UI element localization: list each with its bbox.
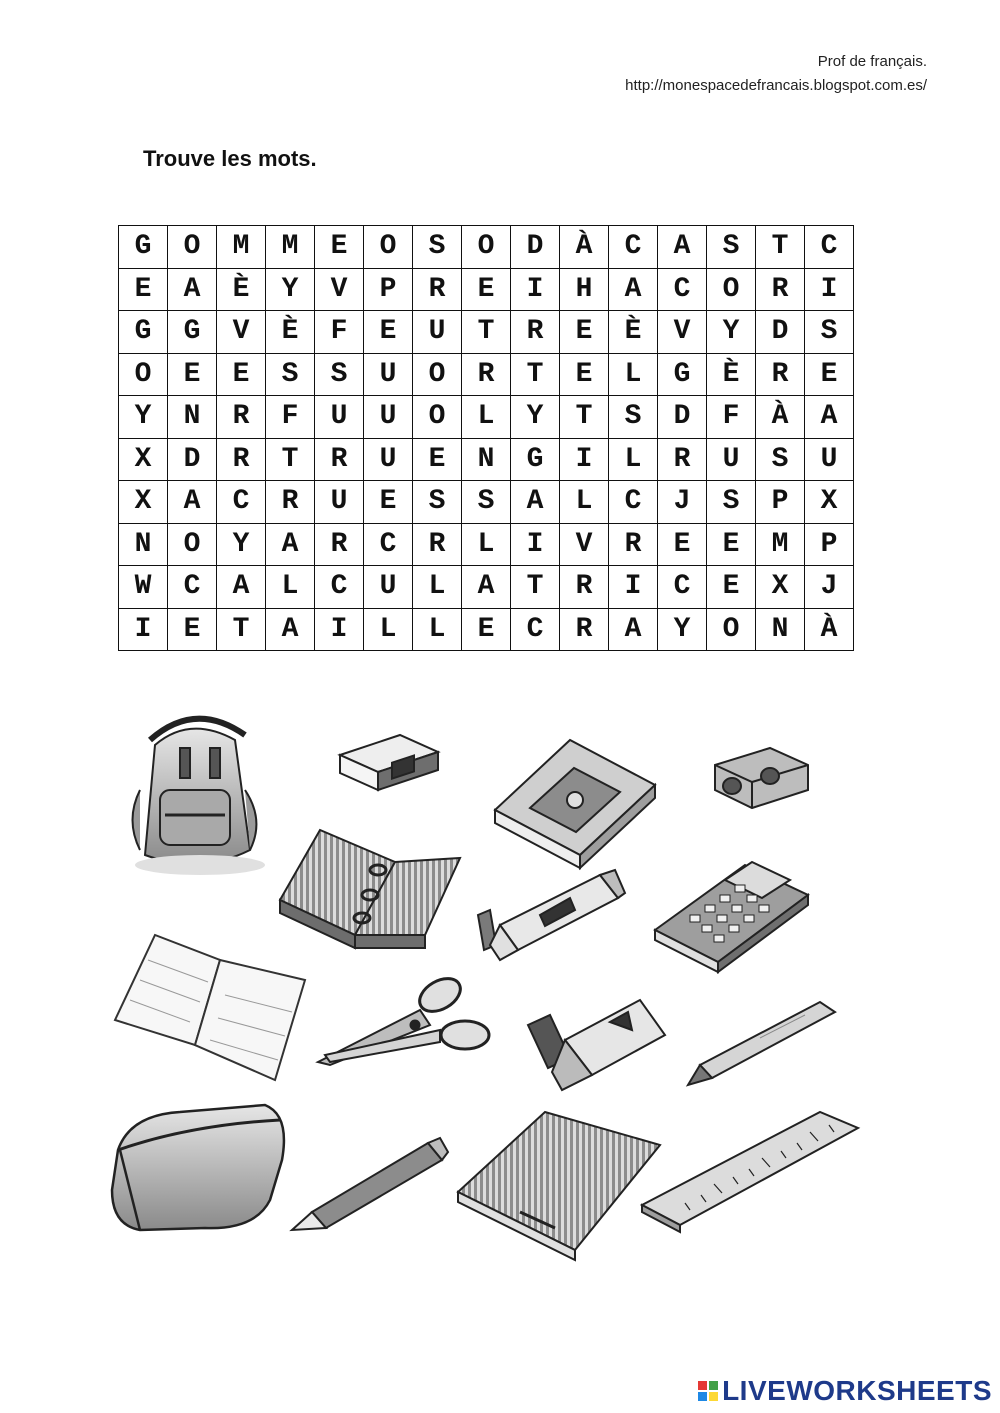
grid-cell[interactable]: È (217, 268, 266, 311)
grid-cell[interactable]: C (658, 268, 707, 311)
grid-cell[interactable]: O (462, 226, 511, 269)
grid-cell[interactable]: N (756, 608, 805, 651)
book-icon (495, 740, 655, 868)
grid-cell[interactable]: R (462, 353, 511, 396)
grid-cell[interactable]: C (364, 523, 413, 566)
grid-row (119, 481, 854, 524)
grid-cell[interactable]: V (560, 523, 609, 566)
grid-cell[interactable]: S (707, 481, 756, 524)
logo-text: LIVEWORKSHEETS (722, 1375, 992, 1406)
grid-cell[interactable]: I (511, 268, 560, 311)
grid-cell[interactable]: E (462, 608, 511, 651)
grid-cell[interactable]: Y (119, 396, 168, 439)
grid-cell[interactable]: N (119, 523, 168, 566)
grid-cell[interactable]: V (315, 268, 364, 311)
grid-cell[interactable]: R (609, 523, 658, 566)
grid-cell[interactable]: W (119, 566, 168, 609)
grid-row (119, 523, 854, 566)
grid-cell[interactable]: Y (217, 523, 266, 566)
grid-cell[interactable]: A (168, 268, 217, 311)
grid-row (119, 566, 854, 609)
grid-row (119, 268, 854, 311)
grid-cell[interactable]: Y (511, 396, 560, 439)
grid-cell[interactable]: C (511, 608, 560, 651)
scissors-icon (318, 972, 489, 1065)
grid-cell[interactable]: M (756, 523, 805, 566)
grid-cell[interactable]: N (168, 396, 217, 439)
grid-cell[interactable]: O (413, 396, 462, 439)
calculator-icon (655, 862, 808, 972)
grid-cell[interactable]: E (364, 481, 413, 524)
grid-cell[interactable]: L (462, 396, 511, 439)
grid-cell[interactable]: S (413, 481, 462, 524)
grid-cell[interactable]: E (119, 268, 168, 311)
grid-cell[interactable]: E (805, 353, 854, 396)
grid-cell[interactable]: R (315, 438, 364, 481)
grid-cell[interactable]: Y (658, 608, 707, 651)
grid-cell[interactable]: F (707, 396, 756, 439)
grid-cell[interactable]: S (462, 481, 511, 524)
grid-cell[interactable]: O (364, 226, 413, 269)
grid-row (119, 608, 854, 651)
binder-icon (280, 830, 460, 948)
grid-cell[interactable]: L (364, 608, 413, 651)
grid-cell[interactable]: A (658, 226, 707, 269)
grid-cell[interactable]: O (119, 353, 168, 396)
grid-cell[interactable]: G (119, 226, 168, 269)
sharpener-icon (715, 748, 808, 808)
grid-cell[interactable]: T (560, 396, 609, 439)
grid-cell[interactable]: A (266, 523, 315, 566)
grid-cell[interactable]: S (315, 353, 364, 396)
grid-cell[interactable]: D (168, 438, 217, 481)
grid-cell[interactable]: E (707, 566, 756, 609)
grid-cell[interactable]: E (707, 523, 756, 566)
grid-cell[interactable]: A (609, 268, 658, 311)
grid-cell[interactable]: C (658, 566, 707, 609)
grid-cell[interactable]: I (511, 523, 560, 566)
grid-cell[interactable]: O (168, 226, 217, 269)
word-search-grid (118, 225, 854, 651)
grid-cell[interactable]: C (609, 481, 658, 524)
notebook-icon (115, 935, 305, 1080)
grid-cell[interactable]: S (707, 226, 756, 269)
highlighter-icon (528, 1000, 665, 1090)
grid-cell[interactable]: T (217, 608, 266, 651)
liveworksheets-logo (698, 1375, 992, 1407)
grid-cell[interactable]: A (511, 481, 560, 524)
grid-cell[interactable]: V (658, 311, 707, 354)
grid-cell[interactable]: D (756, 311, 805, 354)
grid-cell[interactable]: U (805, 438, 854, 481)
grid-cell[interactable]: T (756, 226, 805, 269)
grid-cell[interactable]: T (266, 438, 315, 481)
grid-cell[interactable]: L (609, 438, 658, 481)
grid-cell[interactable]: E (364, 311, 413, 354)
grid-cell[interactable]: S (413, 226, 462, 269)
grid-cell[interactable]: R (315, 523, 364, 566)
grid-cell[interactable]: C (168, 566, 217, 609)
grid-cell[interactable]: E (168, 353, 217, 396)
grid-cell[interactable]: O (707, 268, 756, 311)
grid-cell[interactable]: O (707, 608, 756, 651)
eraser-icon (340, 735, 438, 790)
pencil-case-icon (112, 1105, 284, 1230)
grid-cell[interactable]: E (168, 608, 217, 651)
grid-cell[interactable]: L (266, 566, 315, 609)
grid-cell[interactable]: T (462, 311, 511, 354)
grid-cell[interactable]: A (609, 608, 658, 651)
ruler-icon (642, 1112, 858, 1232)
grid-cell[interactable]: C (609, 226, 658, 269)
grid-cell[interactable]: G (168, 311, 217, 354)
grid-cell[interactable]: X (756, 566, 805, 609)
grid-cell[interactable]: È (609, 311, 658, 354)
grid-cell[interactable]: E (560, 311, 609, 354)
grid-cell[interactable]: X (119, 438, 168, 481)
grid-row (119, 438, 854, 481)
grid-cell[interactable]: E (315, 226, 364, 269)
grid-cell[interactable]: U (364, 353, 413, 396)
grid-row (119, 226, 854, 269)
logo-blocks-icon (698, 1381, 718, 1401)
grid-cell[interactable]: R (756, 353, 805, 396)
grid-cell[interactable]: H (560, 268, 609, 311)
grid-cell[interactable]: D (658, 396, 707, 439)
grid-cell[interactable]: I (119, 608, 168, 651)
grid-cell[interactable]: N (462, 438, 511, 481)
grid-cell[interactable]: U (413, 311, 462, 354)
grid-cell[interactable]: G (511, 438, 560, 481)
grid-cell[interactable]: R (560, 608, 609, 651)
grid-cell[interactable]: J (805, 566, 854, 609)
grid-cell[interactable]: U (707, 438, 756, 481)
grid-cell[interactable]: L (413, 608, 462, 651)
grid-cell[interactable]: M (266, 226, 315, 269)
grid-cell[interactable]: E (462, 268, 511, 311)
grid-row (119, 311, 854, 354)
grid-cell[interactable]: U (315, 396, 364, 439)
grid-cell[interactable]: C (217, 481, 266, 524)
grid-cell[interactable]: R (511, 311, 560, 354)
grid-cell[interactable]: Y (707, 311, 756, 354)
grid-cell[interactable]: G (119, 311, 168, 354)
grid-cell[interactable]: J (658, 481, 707, 524)
grid-cell[interactable]: R (756, 268, 805, 311)
grid-cell[interactable]: R (413, 523, 462, 566)
grid-cell[interactable]: E (560, 353, 609, 396)
grid-cell[interactable]: U (364, 438, 413, 481)
grid-cell[interactable]: E (413, 438, 462, 481)
grid-cell[interactable]: I (609, 566, 658, 609)
grid-cell[interactable]: R (413, 268, 462, 311)
grid-cell[interactable]: C (805, 226, 854, 269)
grid-cell[interactable]: U (315, 481, 364, 524)
exercise-title: Trouve les mots. (143, 146, 317, 171)
grid-cell[interactable]: O (168, 523, 217, 566)
grid-cell[interactable]: T (511, 566, 560, 609)
grid-cell[interactable]: L (609, 353, 658, 396)
grid-cell[interactable]: L (462, 523, 511, 566)
grid-cell[interactable]: F (315, 311, 364, 354)
grid-row (119, 353, 854, 396)
grid-cell[interactable]: U (364, 396, 413, 439)
grid-cell[interactable]: R (560, 566, 609, 609)
grid-cell[interactable]: Y (266, 268, 315, 311)
grid-cell[interactable]: F (266, 396, 315, 439)
grid-cell[interactable]: È (707, 353, 756, 396)
grid-cell[interactable]: U (364, 566, 413, 609)
grid-cell[interactable]: S (756, 438, 805, 481)
grid-cell[interactable]: O (413, 353, 462, 396)
grid-cell[interactable]: C (315, 566, 364, 609)
grid-cell[interactable]: A (266, 608, 315, 651)
grid-cell[interactable]: P (364, 268, 413, 311)
grid-cell[interactable]: À (805, 608, 854, 651)
grid-cell[interactable]: E (217, 353, 266, 396)
grid-cell[interactable]: L (560, 481, 609, 524)
grid-cell[interactable]: G (658, 353, 707, 396)
grid-cell[interactable]: E (658, 523, 707, 566)
grid-cell[interactable]: À (560, 226, 609, 269)
blog-url: http://monespacedefrancais.blogspot.com.es/ (625, 77, 927, 94)
pen-icon (688, 1002, 835, 1085)
grid-cell[interactable]: I (560, 438, 609, 481)
grid-cell[interactable]: A (462, 566, 511, 609)
grid-cell[interactable]: À (756, 396, 805, 439)
grid-cell[interactable]: X (119, 481, 168, 524)
grid-cell[interactable]: R (266, 481, 315, 524)
grid-cell[interactable]: R (658, 438, 707, 481)
grid-cell[interactable]: P (756, 481, 805, 524)
grid-cell[interactable]: M (217, 226, 266, 269)
grid-cell[interactable]: S (805, 311, 854, 354)
author-line: Prof de français. (817, 53, 927, 70)
grid-cell[interactable]: A (805, 396, 854, 439)
grid-cell[interactable]: R (217, 438, 266, 481)
grid-cell[interactable]: A (168, 481, 217, 524)
glue-stick-icon (478, 870, 625, 960)
grid-cell[interactable]: P (805, 523, 854, 566)
grid-cell[interactable]: V (217, 311, 266, 354)
grid-cell[interactable]: X (805, 481, 854, 524)
backpack-icon (133, 719, 266, 875)
grid-cell[interactable]: I (805, 268, 854, 311)
grid-cell[interactable]: È (266, 311, 315, 354)
grid-cell[interactable]: T (511, 353, 560, 396)
grid-cell[interactable]: S (266, 353, 315, 396)
grid-cell[interactable]: R (217, 396, 266, 439)
grid-row (119, 396, 854, 439)
grid-cell[interactable]: D (511, 226, 560, 269)
grid-cell[interactable]: S (609, 396, 658, 439)
grid-cell[interactable]: L (413, 566, 462, 609)
notepad-icon (458, 1112, 660, 1260)
grid-cell[interactable]: I (315, 608, 364, 651)
pencil-icon (292, 1138, 448, 1230)
page-header (625, 50, 927, 98)
grid-cell[interactable]: A (217, 566, 266, 609)
